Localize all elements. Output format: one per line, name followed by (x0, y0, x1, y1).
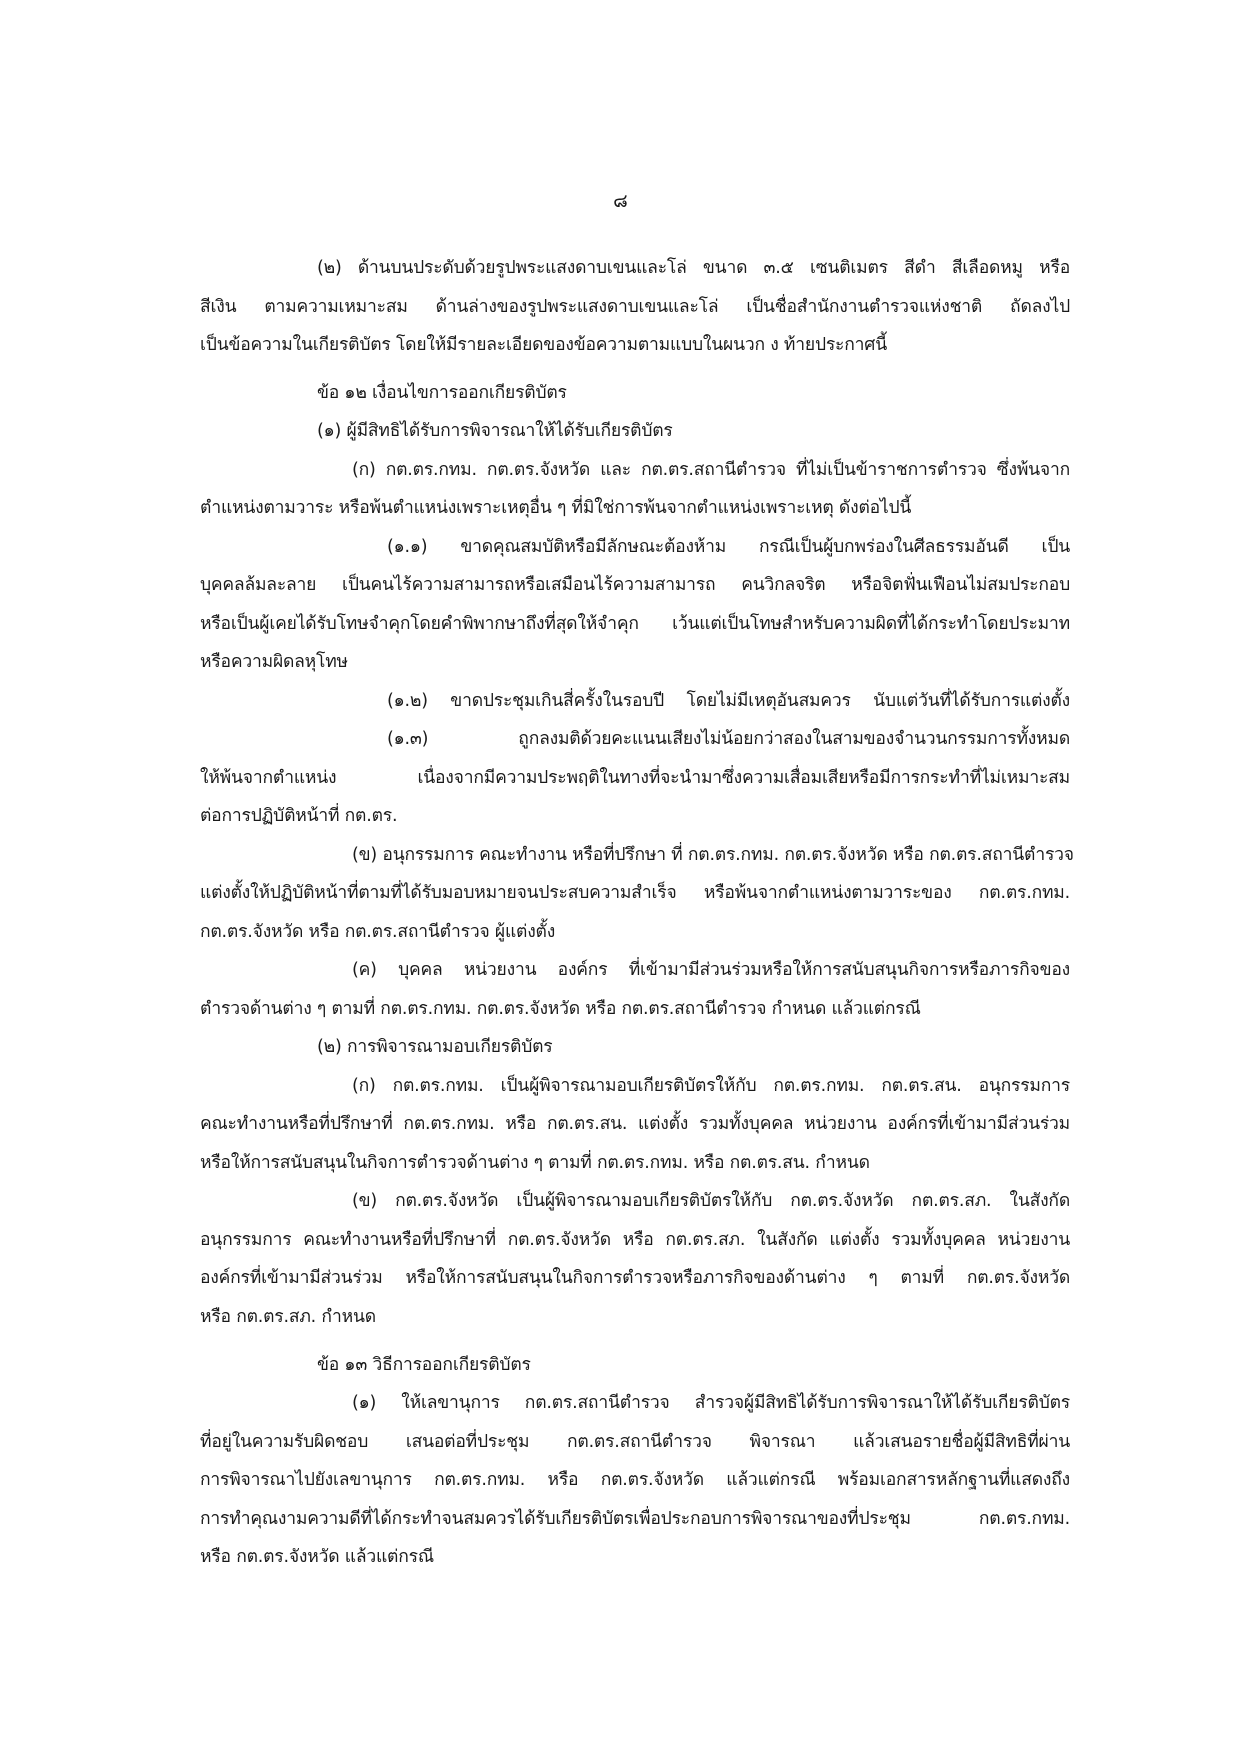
text-line: (ก) กต.ตร.กทม. กต.ตร.จังหวัด และ กต.ตร.สถานีตำรวจ ที่ไม่เป็นข้าราชการตำรวจ ซึ่งพ้นจาก (352, 460, 1070, 480)
text-line: การทำคุณงามความดีที่ได้กระทำจนสมควรได้รับเกียรติบัตรเพื่อประกอบการพิจารณาของที่ประชุม กต.ตร.กทม. (200, 1509, 1070, 1529)
text-line: หรือเป็นผู้เคยได้รับโทษจำคุกโดยคำพิพากษาถึงที่สุดให้จำคุก เว้นแต่เป็นโทษสำหรับความผิดที่ได้กระทำโดยประมาท (200, 614, 1070, 634)
text-line: (ค) บุคคล หน่วยงาน องค์กร ที่เข้ามามีส่วนร่วมหรือให้การสนับสนุนกิจการหรือภารกิจของ (352, 960, 1070, 980)
text-line: กต.ตร.จังหวัด หรือ กต.ตร.สถานีตำรวจ ผู้แต่งตั้ง (200, 922, 556, 942)
text-line: หรือความผิดลหุโทษ (200, 652, 348, 672)
text-line: ตำรวจด้านต่าง ๆ ตามที่ กต.ตร.กทม. กต.ตร.จังหวัด หรือ กต.ตร.สถานีตำรวจ กำหนด แล้วแต่กรณี (200, 999, 921, 1019)
text-line: ที่อยู่ในความรับผิดชอบ เสนอต่อที่ประชุม กต.ตร.สถานีตำรวจ พิจารณา แล้วเสนอรายชื่อผู้มีสิทธิที่ผ่าน (200, 1432, 1070, 1452)
text-line: ตำแหน่งตามวาระ หรือพ้นตำแหน่งเพราะเหตุอื่น ๆ ที่มิใช่การพ้นจากตำแหน่งเพราะเหตุ ดังต่อไปนี้ (200, 498, 912, 518)
text-line: ให้พ้นจากตำแหน่ง เนื่องจากมีความประพฤติในทางที่จะนำมาซึ่งความเสื่อมเสียหรือมีการกระทำที่ไม่เหมาะสม (200, 768, 1070, 788)
text-line: สีเงิน ตามความเหมาะสม ด้านล่างของรูปพระแสงดาบเขนและโล่ เป็นชื่อสำนักงานตำรวจแห่งชาติ ถัดลงไป (200, 297, 1070, 317)
text-line: (ก) กต.ตร.กทม. เป็นผู้พิจารณามอบเกียรติบัตรให้กับ กต.ตร.กทม. กต.ตร.สน. อนุกรรมการ (352, 1076, 1070, 1096)
text-line: ข้อ ๑๒ เงื่อนไขการออกเกียรติบัตร (317, 383, 567, 403)
text-line: (๑.๑) ขาดคุณสมบัติหรือมีลักษณะต้องห้าม กรณีเป็นผู้บกพร่องในศีลธรรมอันดี เป็น (387, 537, 1070, 557)
text-line: (๑) ให้เลขานุการ กต.ตร.สถานีตำรวจ สำรวจผู้มีสิทธิได้รับการพิจารณาให้ได้รับเกียรติบัตร (352, 1393, 1070, 1413)
text-line: แต่งตั้งให้ปฏิบัติหน้าที่ตามที่ได้รับมอบหมายจนประสบความสำเร็จ หรือพ้นจากตำแหน่งตามวาระของ กต.ตร.กทม. (200, 883, 1070, 903)
text-line: หรือ กต.ตร.จังหวัด แล้วแต่กรณี (200, 1547, 434, 1567)
text-line: (๑.๒) ขาดประชุมเกินสี่ครั้งในรอบปี โดยไม่มีเหตุอันสมควร นับแต่วันที่ได้รับการแต่งตั้ง (387, 691, 1070, 711)
text-line: ต่อการปฏิบัติหน้าที่ กต.ตร. (200, 806, 398, 826)
text-line: หรือให้การสนับสนุนในกิจการตำรวจด้านต่าง ๆ ตามที่ กต.ตร.กทม. หรือ กต.ตร.สน. กำหนด (200, 1153, 870, 1173)
text-line: ข้อ ๑๓ วิธีการออกเกียรติบัตร (317, 1355, 531, 1375)
text-line: บุคคลล้มละลาย เป็นคนไร้ความสามารถหรือเสมือนไร้ความสามารถ คนวิกลจริต หรือจิตฟั่นเฟือนไม่สมประกอบ (200, 575, 1070, 595)
text-line: (ข) อนุกรรมการ คณะทำงาน หรือที่ปรึกษา ที่ กต.ตร.กทม. กต.ตร.จังหวัด หรือ กต.ตร.สถานีตำรวจ (352, 845, 1074, 865)
text-line: หรือ กต.ตร.สภ. กำหนด (200, 1307, 376, 1327)
text-line: คณะทำงานหรือที่ปรึกษาที่ กต.ตร.กทม. หรือ กต.ตร.สน. แต่งตั้ง รวมทั้งบุคคล หน่วยงาน องค์กรที่เข้ามามีส่วนร่วม (200, 1114, 1070, 1134)
text-line: การพิจารณาไปยังเลขานุการ กต.ตร.กทม. หรือ กต.ตร.จังหวัด แล้วแต่กรณี พร้อมเอกสารหลักฐานที่แสดงถึง (200, 1470, 1070, 1490)
text-line: (๒) ด้านบนประดับด้วยรูปพระแสงดาบเขนและโล่ ขนาด ๓.๕ เซนติเมตร สีดำ สีเลือดหมู หรือ (317, 258, 1070, 278)
text-line: (๒) การพิจารณามอบเกียรติบัตร (317, 1037, 553, 1057)
text-line: (๑.๓) ถูกลงมติด้วยคะแนนเสียงไม่น้อยกว่าสองในสามของจำนวนกรรมการทั้งหมด (387, 729, 1070, 749)
text-line: (๑) ผู้มีสิทธิได้รับการพิจารณาให้ได้รับเกียรติบัตร (317, 421, 673, 441)
text-line: เป็นข้อความในเกียรติบัตร โดยให้มีรายละเอียดของข้อความตามแบบในผนวก ง ท้ายประกาศนี้ (200, 335, 887, 355)
page-number: ๘ (613, 190, 628, 212)
text-line: องค์กรที่เข้ามามีส่วนร่วม หรือให้การสนับสนุนในกิจการตำรวจหรือภารกิจของด้านต่าง ๆ ตามที่ กต.ตร.จังหวัด (200, 1268, 1070, 1288)
text-line: อนุกรรมการ คณะทำงานหรือที่ปรึกษาที่ กต.ตร.จังหวัด หรือ กต.ตร.สภ. ในสังกัด แต่งตั้ง รวมทั้งบุคคล หน่วยงาน (200, 1230, 1070, 1250)
text-line: (ข) กต.ตร.จังหวัด เป็นผู้พิจารณามอบเกียรติบัตรให้กับ กต.ตร.จังหวัด กต.ตร.สภ. ในสังกัด (352, 1191, 1070, 1211)
